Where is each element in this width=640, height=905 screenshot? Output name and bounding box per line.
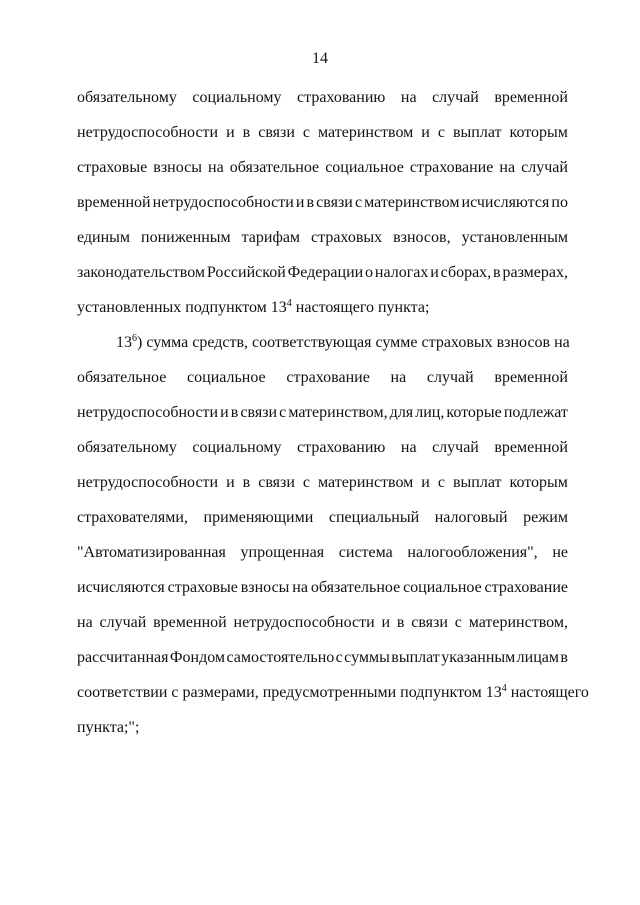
paragraph-first-line [116, 334, 568, 352]
word: Фондом [169, 649, 226, 666]
word: в [242, 124, 251, 141]
word: применяющими [203, 509, 314, 526]
word: в [560, 649, 568, 666]
word: обязательное [77, 369, 167, 386]
text-line [77, 369, 568, 387]
text-line [77, 229, 568, 247]
line-text: ) сумма средств, соответствующая сумме страховых взносов на [137, 334, 570, 351]
word: связи [411, 614, 448, 631]
word: рассчитанная [77, 649, 169, 666]
word: случай [521, 159, 568, 176]
word: материнством, [288, 404, 388, 421]
text-line [77, 719, 568, 737]
word: связи [240, 404, 278, 421]
word: и [295, 194, 305, 211]
word: с [437, 124, 445, 141]
word: с [302, 124, 311, 141]
text-line [77, 509, 568, 527]
word: Федерации [287, 264, 364, 281]
word: выплат [452, 474, 502, 491]
word: социальному [192, 439, 282, 456]
word: сборах, [440, 264, 492, 281]
word: страхование [286, 369, 370, 386]
word: материнством [318, 124, 414, 141]
word: специальный [328, 509, 420, 526]
word: взносов, [393, 229, 451, 246]
superscript: 6 [132, 333, 137, 344]
word: страхователями, [77, 509, 188, 526]
word: страхование [484, 579, 568, 596]
word: с [454, 614, 462, 631]
word: случай [99, 614, 147, 631]
word: и [220, 404, 229, 421]
word: связи [258, 124, 295, 141]
word: исчисляются [77, 579, 165, 596]
word: нетрудоспособности [233, 614, 375, 631]
word: размерах, [502, 264, 568, 281]
word: нетрудоспособности [152, 194, 294, 211]
word: временной [494, 439, 568, 456]
text-line [77, 404, 568, 422]
word: о [365, 264, 374, 281]
word: и [421, 474, 430, 491]
word: лиц, [415, 404, 445, 421]
word: материнством, [468, 614, 568, 631]
word: суммы [344, 649, 390, 666]
word: страховые [167, 579, 238, 596]
word: нетрудоспособности [77, 474, 219, 491]
text-line [77, 439, 568, 457]
text-line [77, 264, 568, 282]
word: на [499, 159, 516, 176]
word: случай [432, 439, 479, 456]
word: и [430, 264, 439, 281]
word: которые [446, 404, 502, 421]
word: с [302, 474, 311, 491]
word: социальное [403, 579, 482, 596]
word: с [437, 474, 445, 491]
text-line [77, 579, 568, 597]
line-text: установленных подпунктом 13 [77, 299, 287, 316]
text-line [77, 544, 568, 562]
line-text: 13 [116, 334, 132, 351]
word: на [292, 579, 308, 596]
text-line [77, 649, 568, 667]
word: связи [316, 194, 353, 211]
word: социальному [192, 89, 282, 106]
word: нетрудоспособности [77, 404, 219, 421]
word: страхованию [297, 439, 386, 456]
word: система [338, 544, 393, 561]
word: налоговый [434, 509, 508, 526]
word: единым [77, 229, 131, 246]
text-line [77, 159, 568, 177]
word: на [400, 89, 417, 106]
word: взносы [240, 579, 290, 596]
word: и [226, 124, 235, 141]
word: по [551, 194, 568, 211]
word: страховых [311, 229, 383, 246]
word: временной [494, 369, 568, 386]
word: страхованию [297, 89, 386, 106]
word: с [279, 404, 287, 421]
word: материнством [364, 194, 460, 211]
word: налогах [374, 264, 429, 281]
word: законодательством [77, 264, 206, 281]
word: временной [153, 614, 227, 631]
word: и [421, 124, 430, 141]
text-line [77, 474, 568, 492]
text-line [77, 683, 589, 702]
word: которым [509, 474, 568, 491]
word: которым [509, 124, 568, 141]
word: нетрудоспособности [77, 124, 219, 141]
word: на [390, 369, 407, 386]
word: не [552, 544, 568, 561]
word: на [208, 159, 224, 176]
word: установленным [461, 229, 568, 246]
word: в [396, 614, 405, 631]
word: "Автоматизированная [77, 544, 226, 561]
word: подлежат [503, 404, 568, 421]
word: тарифам [241, 229, 301, 246]
line-text: настоящего пункта; [291, 299, 430, 316]
word: страховые [77, 159, 148, 176]
word: временной [494, 89, 568, 106]
superscript: 4 [501, 683, 507, 694]
word: взносы [153, 159, 202, 176]
word: режим [523, 509, 568, 526]
word: указанным [441, 649, 516, 666]
word: временной [77, 194, 151, 211]
word: Российской [206, 264, 286, 281]
word: связи [258, 474, 295, 491]
word: страхование [409, 159, 494, 176]
line-text: настоящего [506, 684, 589, 701]
word: с [335, 649, 343, 666]
word: обязательному [77, 89, 177, 106]
line-text: пункта;"; [77, 719, 140, 736]
page-number: 14 [312, 50, 328, 67]
word: и [226, 474, 235, 491]
text-line [77, 194, 568, 212]
word: социальное [325, 159, 404, 176]
superscript: 4 [286, 298, 292, 309]
word: случай [432, 89, 479, 106]
word: самостоятельно [226, 649, 335, 666]
word: на [77, 614, 93, 631]
word: в [306, 194, 315, 211]
word: выплат [391, 649, 440, 666]
word: на [400, 439, 417, 456]
word: в [493, 264, 501, 281]
word: для [389, 404, 414, 421]
text-line [77, 124, 568, 142]
word: в [242, 474, 251, 491]
word: материнством [318, 474, 414, 491]
word: с [354, 194, 363, 211]
word: исчисляются [461, 194, 550, 211]
word: обязательному [77, 439, 177, 456]
word: в [230, 404, 239, 421]
word: налогообложения", [407, 544, 538, 561]
text-line [77, 89, 568, 107]
word: обязательное [229, 159, 320, 176]
text-line [77, 299, 568, 317]
word: выплат [452, 124, 502, 141]
word: пониженным [141, 229, 231, 246]
word: и [381, 614, 391, 631]
word: упрощенная [240, 544, 325, 561]
word: социальное [187, 369, 266, 386]
word: случай [426, 369, 474, 386]
word: обязательное [310, 579, 401, 596]
text-line [77, 614, 568, 632]
word: лицам [516, 649, 560, 666]
line-text: соответствии с размерами, предусмотренными подпунктом 13 [77, 684, 502, 701]
